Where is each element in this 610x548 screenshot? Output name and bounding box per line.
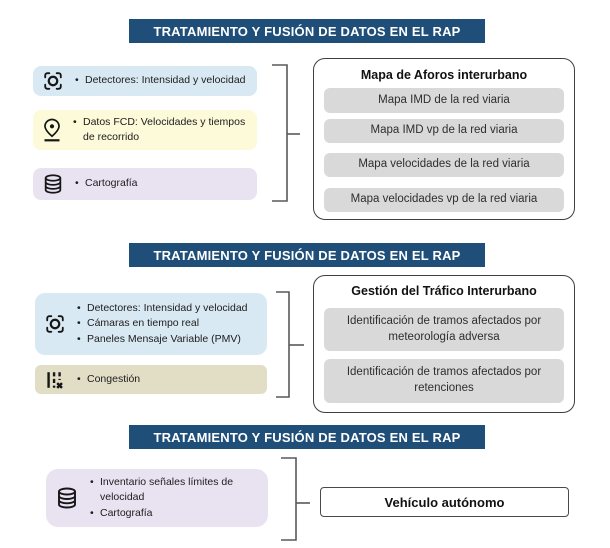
output-item: Identificación de tramos afectados por meteorología adversa — [324, 308, 564, 351]
map-pin-icon — [42, 117, 62, 143]
section1-output-panel — [313, 58, 575, 220]
input-bullet: • Cartografía — [88, 506, 260, 521]
section1-input-detectores — [33, 66, 257, 96]
bracket-section2 — [276, 292, 289, 397]
bracket-section1 — [272, 65, 287, 201]
input-bullet: • Cartografía — [73, 176, 138, 191]
input-bullet: • Cámaras en tiempo real — [75, 316, 248, 331]
input-bullet: • Inventario señales límites de velocidad — [88, 475, 260, 505]
output-item: Mapa velocidades de la red viaria — [324, 153, 564, 177]
detector-icon — [44, 313, 66, 335]
section1-input-fcd — [33, 110, 257, 150]
section1-input-cartografia — [33, 168, 257, 200]
input-bullet: • Paneles Mensaje Variable (PMV) — [75, 332, 248, 347]
bracket-section3 — [281, 458, 296, 540]
output-item: Identificación de tramos afectados por retenciones — [324, 359, 564, 403]
section2-input-detectores — [35, 293, 267, 355]
section3-output-box: Vehículo autónomo — [320, 487, 569, 517]
output-panel-title: Gestión del Tráfico Interurbano — [351, 284, 537, 298]
input-bullet: • Detectores: Intensidad y velocidad — [73, 73, 246, 88]
database-icon — [42, 173, 64, 195]
input-bullet: • Datos FCD: Velocidades y tiempos de recorrido — [71, 115, 249, 145]
section2-title-banner: TRATAMIENTO Y FUSIÓN DE DATOS EN EL RAP — [129, 243, 485, 267]
output-item: Mapa velocidades vp de la red viaria — [324, 188, 564, 212]
database-icon — [55, 486, 79, 510]
output-panel-title: Mapa de Aforos interurbano — [360, 68, 528, 82]
output-item: Mapa IMD de la red viaria — [324, 88, 564, 113]
section3-title-banner: TRATAMIENTO Y FUSIÓN DE DATOS EN EL RAP — [129, 425, 485, 449]
congestion-icon — [44, 369, 66, 391]
output-item: Mapa IMD vp de la red viaria — [324, 119, 564, 143]
input-bullet: • Congestión — [75, 372, 140, 387]
section3-input-inventario — [46, 469, 268, 527]
section1-title-banner: TRATAMIENTO Y FUSIÓN DE DATOS EN EL RAP — [129, 19, 485, 43]
detector-icon — [42, 70, 64, 92]
section2-output-panel — [313, 275, 575, 413]
input-bullet: • Detectores: Intensidad y velocidad — [75, 301, 248, 316]
section2-input-congestion — [35, 365, 267, 394]
